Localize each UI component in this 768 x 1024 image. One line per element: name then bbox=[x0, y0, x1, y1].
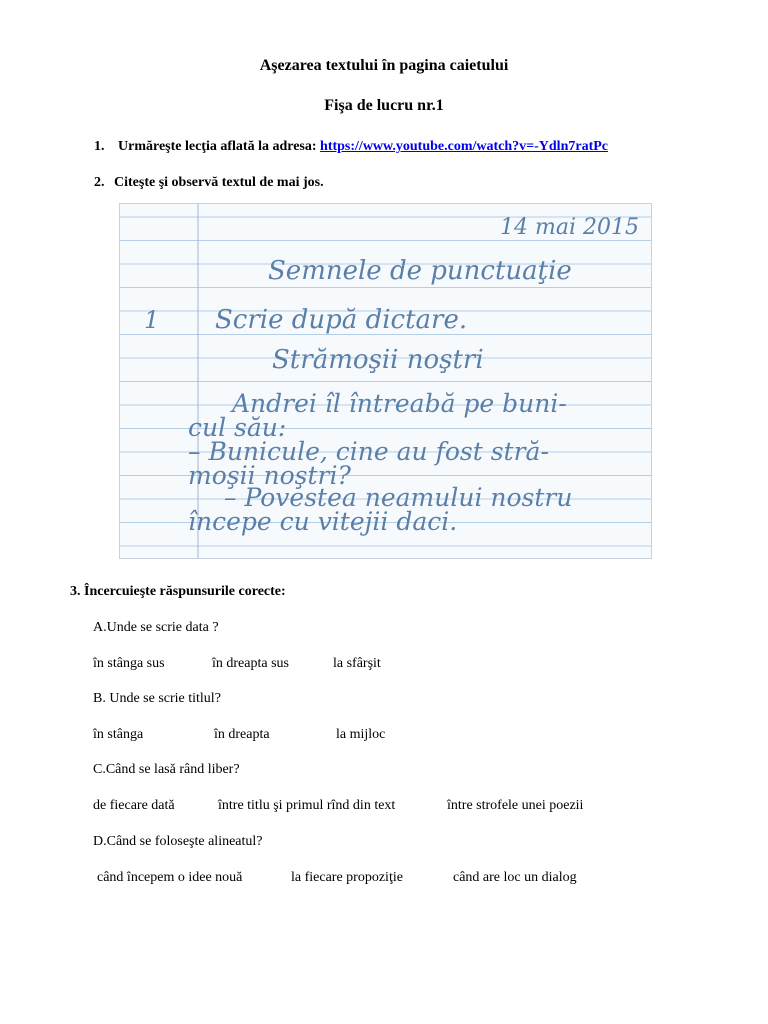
answer-option[interactable]: când începem o idee nouă bbox=[97, 870, 243, 885]
page-title: Aşezarea textului în pagina caietului bbox=[259, 57, 509, 74]
question-d: D.Când se foloseşte alineatul? bbox=[93, 834, 263, 849]
answer-option[interactable]: între strofele unei poezii bbox=[447, 798, 584, 813]
lesson-link[interactable]: https://www.youtube.com/watch?v=-Ydln7ratPc bbox=[320, 139, 609, 154]
notebook-exercise-number: 1 bbox=[144, 306, 160, 334]
answer-option[interactable]: când are loc un dialog bbox=[453, 870, 577, 885]
task-1-number: 1. bbox=[94, 139, 105, 154]
answer-option[interactable]: în stânga sus bbox=[93, 656, 165, 671]
answer-option[interactable]: în stânga bbox=[93, 727, 144, 742]
task-1-text: Urmăreşte lecţia aflată la adresa: bbox=[118, 139, 317, 154]
task-2-number: 2. bbox=[94, 175, 105, 190]
notebook-line: Andrei îl întreabă pe buni- bbox=[232, 389, 567, 418]
notebook-heading: Semnele de punctuaţie bbox=[268, 256, 572, 286]
answer-option[interactable]: la fiecare propoziţie bbox=[291, 870, 403, 885]
notebook-date: 14 mai 2015 bbox=[500, 215, 639, 240]
task-2-text: Citeşte şi observă textul de mai jos. bbox=[114, 175, 324, 190]
notebook-line: cul său: bbox=[188, 413, 287, 442]
answer-option[interactable]: în dreapta bbox=[214, 727, 270, 742]
notebook-image bbox=[119, 203, 652, 559]
notebook-line: – Povestea neamului nostru bbox=[224, 483, 573, 512]
answer-option[interactable]: între titlu şi primul rînd din text bbox=[218, 798, 396, 813]
question-a: A.Unde se scrie data ? bbox=[93, 620, 219, 635]
notebook-story-title: Strămoşii noştri bbox=[272, 345, 484, 375]
notebook-instruction: Scrie după dictare. bbox=[215, 305, 468, 335]
notebook-line: moşii noştri? bbox=[188, 461, 351, 490]
question-c: C.Când se lasă rând liber? bbox=[93, 762, 240, 777]
question-b: B. Unde se scrie titlul? bbox=[93, 691, 221, 706]
answer-option[interactable]: de fiecare dată bbox=[93, 798, 175, 813]
answer-option[interactable]: în dreapta sus bbox=[212, 656, 289, 671]
answer-option[interactable]: la sfârşit bbox=[333, 656, 381, 671]
notebook-page bbox=[120, 204, 651, 558]
answer-option[interactable]: la mijloc bbox=[336, 727, 386, 742]
worksheet-number: Fişa de lucru nr.1 bbox=[324, 97, 444, 114]
notebook-line: – Bunicule, cine au fost stră- bbox=[188, 437, 549, 466]
task-2 bbox=[94, 175, 324, 191]
notebook-line: începe cu vitejii daci. bbox=[188, 507, 458, 536]
task-3-heading: 3. Încercuieşte răspunsurile corecte: bbox=[70, 584, 286, 599]
task-1 bbox=[94, 139, 608, 155]
